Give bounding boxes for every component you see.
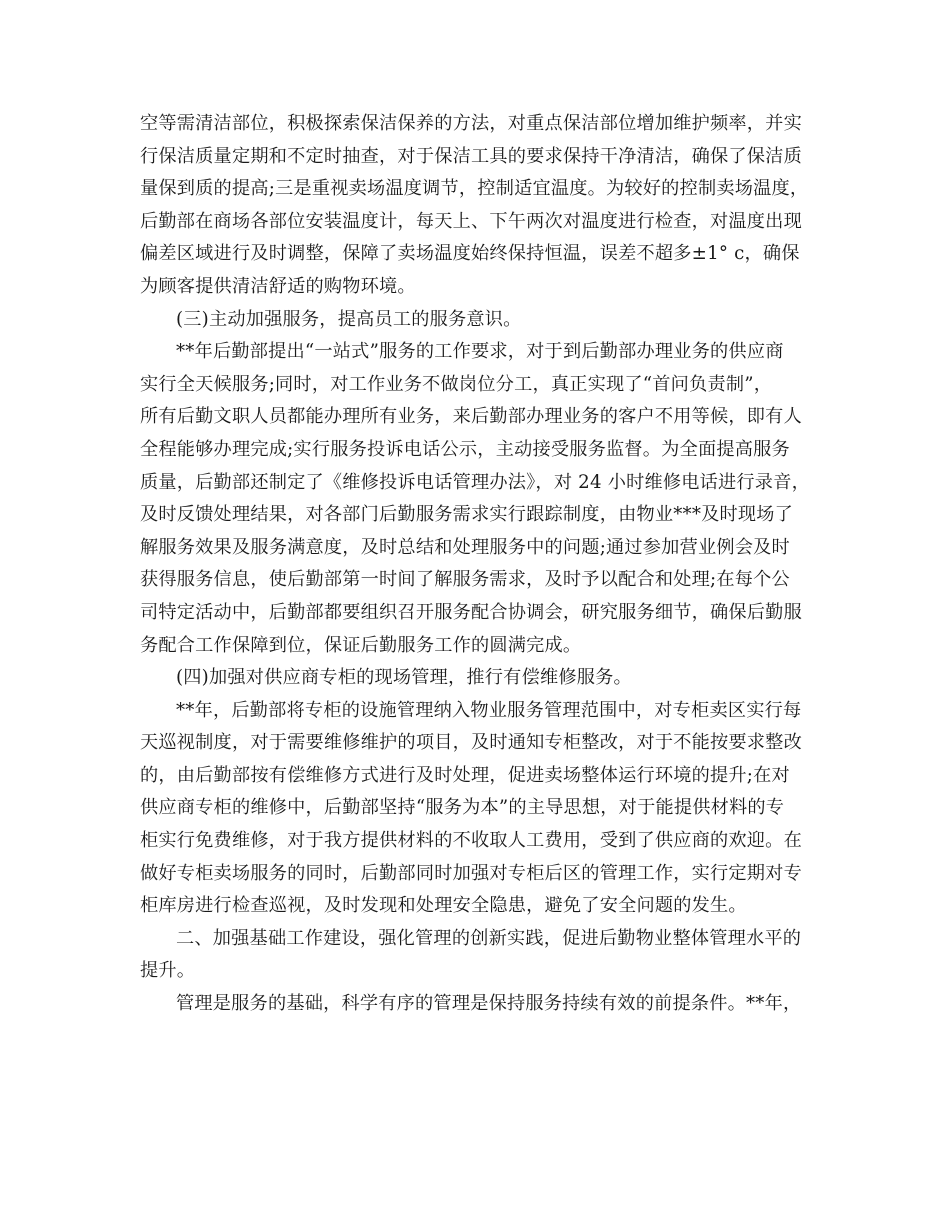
section-heading: 二、加强基础工作建设，强化管理的创新实践，促进后勤物业整体管理水平的	[176, 927, 802, 949]
text-line: 提升。	[140, 960, 196, 982]
text-line: 的，由后勤部按有偿维修方式进行及时处理，促进卖场整体运行环境的提升;在对	[140, 764, 790, 786]
text-line: 获得服务信息，使后勤部第一时间了解服务需求，及时予以配合和处理;在每个公	[140, 569, 790, 591]
text-line: 司特定活动中，后勤部都要组织召开服务配合协调会，研究服务细节，确保后勤服	[140, 601, 802, 623]
text-line: 务配合工作保障到位，保证后勤服务工作的圆满完成。	[140, 634, 582, 656]
text-line: **年后勤部提出“一站式”服务的工作要求，对于到后勤部办理业务的供应商	[176, 341, 784, 363]
text-line: 空等需清洁部位，积极探索保洁保养的方法，对重点保洁部位增加维护频率，并实	[140, 113, 802, 134]
text-line: 柜库房进行检查巡视，及时发现和处理安全隐患，避免了安全问题的发生。	[140, 895, 747, 917]
text-line: 供应商专柜的维修中，后勤部坚持“服务为本”的主导思想，对于能提供材料的专	[140, 797, 785, 819]
text-line: 柜实行免费维修，对于我方提供材料的不收取人工费用，受到了供应商的欢迎。在	[140, 830, 802, 852]
text-line: 实行全天候服务;同时，对工作业务不做岗位分工，真正实现了“首问负责制”，	[140, 373, 773, 395]
text-line: 为顾客提供清洁舒适的购物环境。	[140, 275, 416, 297]
text-line: 量保到质的提高;三是重视卖场温度调节，控制适宜温度。为较好的控制卖场温度，	[140, 178, 809, 200]
text-line: 所有后勤文职人员都能办理所有业务，来后勤部办理业务的客户不用等候，即有人	[140, 406, 802, 428]
text-line: 天巡视制度，对于需要维修维护的项目，及时通知专柜整改，对于不能按要求整改	[140, 732, 802, 754]
text-line: 后勤部在商场各部位安装温度计，每天上、下午两次对温度进行检查，对温度出现	[140, 210, 802, 232]
text-line: 全程能够办理完成;实行服务投诉电话公示，主动接受服务监督。为全面提高服务	[140, 438, 790, 460]
section-heading: (三)主动加强服务，提高员工的服务意识。	[176, 308, 522, 330]
text-line: **年，后勤部将专柜的设施管理纳入物业服务管理范围中，对专柜卖区实行每	[176, 699, 802, 721]
section-heading: (四)加强对供应商专柜的现场管理，推行有偿维修服务。	[176, 667, 632, 689]
document-body	[140, 108, 820, 1021]
text-line: 及时反馈处理结果，对各部门后勤服务需求实行跟踪制度，由物业***及时现场了	[140, 504, 794, 526]
text-line: 解服务效果及服务满意度，及时总结和处理服务中的问题;通过参加营业例会及时	[140, 536, 790, 558]
text-line: 偏差区域进行及时调整，保障了卖场温度始终保持恒温，误差不超多±1° c，确保	[140, 243, 800, 265]
text-line: 行保洁质量定期和不定时抽查，对于保洁工具的要求保持干净清洁，确保了保洁质	[140, 145, 802, 167]
text-line: 做好专柜卖场服务的同时，后勤部同时加强对专柜后区的管理工作，实行定期对专	[140, 862, 802, 884]
text-line: 管理是服务的基础，科学有序的管理是保持服务持续有效的前提条件。**年，	[176, 993, 802, 1015]
text-line: 质量，后勤部还制定了《维修投诉电话管理办法》，对 24 小时维修电话进行录音，	[140, 471, 810, 493]
